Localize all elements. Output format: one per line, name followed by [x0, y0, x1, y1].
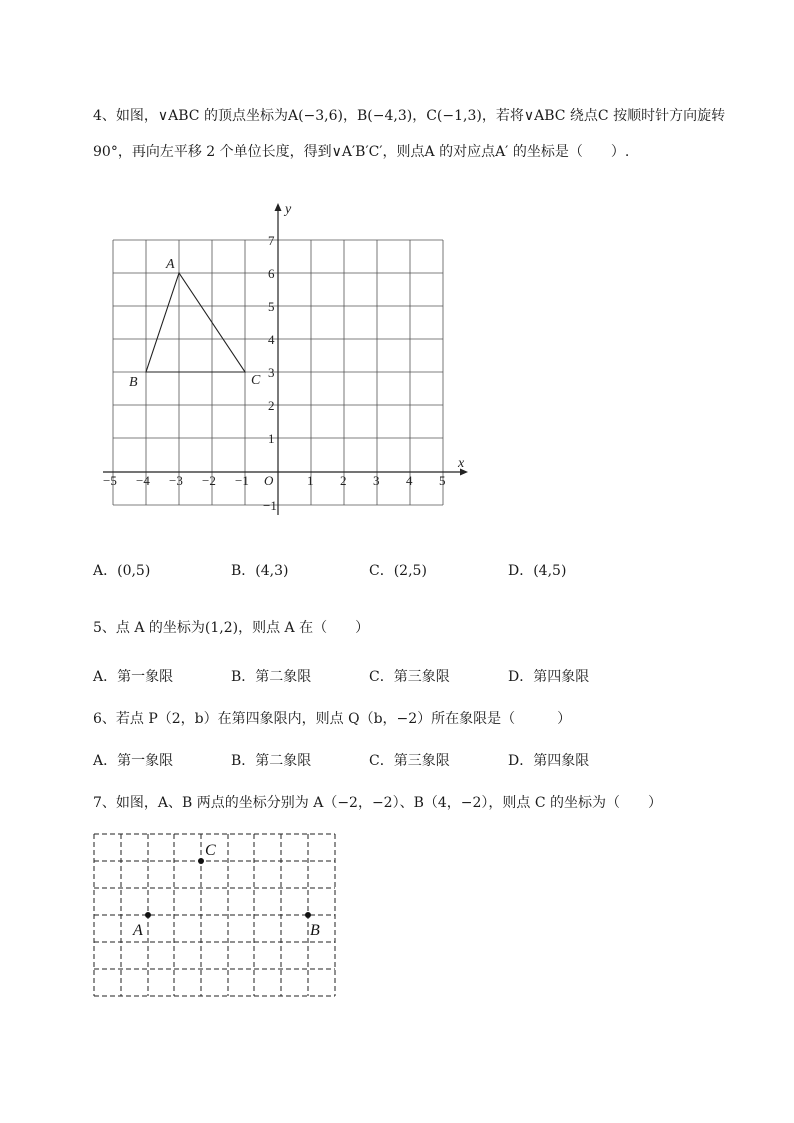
x-tick: −2: [202, 473, 216, 488]
x-tick: −1: [235, 473, 249, 488]
x-tick-labels: [103, 473, 446, 488]
x-tick: 2: [340, 473, 347, 488]
q4-axes: [103, 203, 468, 515]
q5-option-c: C．第三象限: [369, 669, 450, 685]
y-tick: 7: [268, 233, 275, 248]
y-tick: −1: [263, 498, 277, 513]
q5-option-b: B．第二象限: [231, 669, 312, 685]
x-tick: −3: [169, 473, 183, 488]
point-b-label: B: [310, 922, 320, 939]
y-tick: 5: [268, 299, 275, 314]
x-tick: 4: [406, 473, 413, 488]
q4-coordinate-figure: [0, 195, 794, 535]
y-tick: 3: [268, 365, 275, 380]
y-tick-labels: [263, 233, 277, 513]
x-tick: −5: [103, 473, 117, 488]
q4-stem-line1: 4、如图，∨ABC 的顶点坐标为A(−3,6)，B(−4,3)，C(−1,3)，若将∨ABC 绕点C 按顺时针方向旋转: [93, 108, 726, 124]
q4-option-d: D．(4,5): [508, 563, 567, 579]
q6-option-b: B．第二象限: [231, 753, 312, 769]
q6-option-a: A．第一象限: [93, 753, 174, 769]
y-axis-label: y: [285, 202, 292, 217]
vertex-label-b: B: [129, 375, 138, 390]
y-tick: 2: [268, 398, 275, 413]
q5-stem: 5、点 A 的坐标为(1,2)，则点 A 在（ ）: [93, 620, 370, 636]
q7-dashed-grid-figure: [85, 828, 345, 1003]
point-a-dot: [145, 912, 151, 918]
y-tick: 6: [268, 266, 275, 281]
vertex-label-a: A: [166, 257, 175, 272]
x-tick: 3: [373, 473, 380, 488]
q6-option-c: C．第三象限: [369, 753, 450, 769]
q5-option-d: D．第四象限: [508, 669, 590, 685]
point-a-label: A: [133, 922, 143, 939]
q4-option-c: C．(2,5): [369, 563, 427, 579]
x-tick: 1: [307, 473, 314, 488]
q5-option-a: A．第一象限: [93, 669, 174, 685]
q6-stem: 6、若点 P（2，b）在第四象限内，则点 Q（b，−2）所在象限是（ ）: [93, 711, 572, 727]
point-c-dot: [198, 858, 204, 864]
y-tick: 4: [268, 332, 275, 347]
vertex-label-c: C: [251, 373, 261, 388]
x-tick: −4: [136, 473, 150, 488]
q4-option-b: B．(4,3): [231, 563, 289, 579]
y-axis-arrow: [275, 203, 282, 211]
point-c-label: C: [205, 842, 216, 859]
x-axis-label: x: [458, 456, 465, 471]
origin-label: O: [264, 473, 274, 488]
q4-stem-line2: 90°，再向左平移 2 个单位长度，得到∨A′B′C′，则点A 的对应点A′ 的坐标是（ ）.: [93, 144, 630, 160]
point-b-dot: [305, 912, 311, 918]
x-tick: 5: [439, 473, 446, 488]
q4-option-a: A．(0,5): [93, 563, 151, 579]
triangle-abc: [146, 273, 245, 372]
y-tick: 1: [268, 431, 275, 446]
q6-option-d: D．第四象限: [508, 753, 590, 769]
q7-stem: 7、如图，A、B 两点的坐标分别为 A（−2，−2）、B（4，−2），则点 C 的坐标为（ ）: [93, 795, 663, 811]
